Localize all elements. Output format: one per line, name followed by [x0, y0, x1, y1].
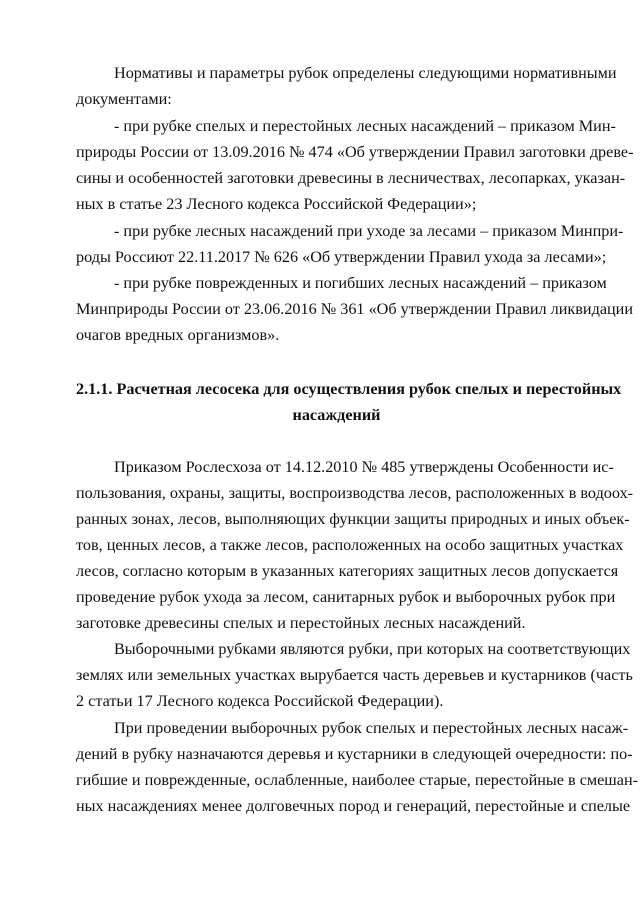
text-line: тов, ценных лесов, а также лесов, расположенных на особо защитных участках [76, 536, 624, 554]
text-line: ных в статье 23 Лесного кодекса Российской Федерации»; [76, 195, 477, 213]
text-line: Приказом Рослесхоза от 14.12.2010 № 485 утверждены Особенности ис- [114, 458, 614, 476]
text-line: пользования, охраны, защиты, воспроизводства лесов, расположенных в водоох- [76, 484, 634, 502]
text-line: - при рубке спелых и перестойных лесных насаждений – приказом Мин- [114, 117, 616, 135]
text-line: дений в рубку назначаются деревья и кустарники в следующей очередности: по- [76, 745, 633, 763]
text-line: проведение рубок ухода за лесом, санитарных рубок и выборочных рубок при [76, 588, 616, 606]
text-line: - при рубке лесных насаждений при уходе за лесами – приказом Минпри- [114, 222, 624, 240]
text-line: Выборочными рубками являются рубки, при которых на соответствующих [114, 640, 631, 658]
text-line: При проведении выборочных рубок спелых и перестойных лесных насаж- [114, 719, 629, 737]
text-line: сины и особенностей заготовки древесины в лесничествах, лесопарках, указан- [76, 169, 626, 187]
text-line: ных насаждениях менее долговечных пород и генераций, перестойные и спелые [76, 797, 631, 815]
text-line: землях или земельных участках вырубается часть деревьев и кустарников (часть [76, 666, 633, 684]
text-line: заготовке древесины спелых и перестойных лесных насаждений. [76, 614, 526, 632]
text-line: гибшие и поврежденные, ослабленные, наиболее старые, перестойные в смешан- [76, 771, 639, 789]
text-line: Минприроды России от 23.06.2016 № 361 «Об утверждении Правил ликвидации [76, 300, 633, 318]
text-line: лесов, согласно которым в указанных категориях защитных лесов допускается [76, 562, 619, 580]
text-line: роды Россиют 22.11.2017 № 626 «Об утверждении Правил ухода за лесами»; [76, 248, 607, 266]
text-line: природы России от 13.09.2016 № 474 «Об утверждении Правил заготовки древе- [76, 143, 634, 161]
text-line: Нормативы и параметры рубок определены следующими нормативными [114, 64, 617, 82]
heading-line: 2.1.1. Расчетная лесосека для осуществления рубок спелых и перестойных [76, 380, 622, 398]
text-line: документами: [76, 90, 172, 108]
text-line: - при рубке поврежденных и погибших лесных насаждений – приказом [114, 274, 607, 292]
text-line: ранных зонах, лесов, выполняющих функции защиты природных и иных объек- [76, 510, 630, 528]
text-line: 2 статьи 17 Лесного кодекса Российской Федерации). [76, 692, 444, 710]
text-line: очагов вредных организмов». [76, 326, 280, 344]
heading-line: насаждений [292, 406, 381, 424]
